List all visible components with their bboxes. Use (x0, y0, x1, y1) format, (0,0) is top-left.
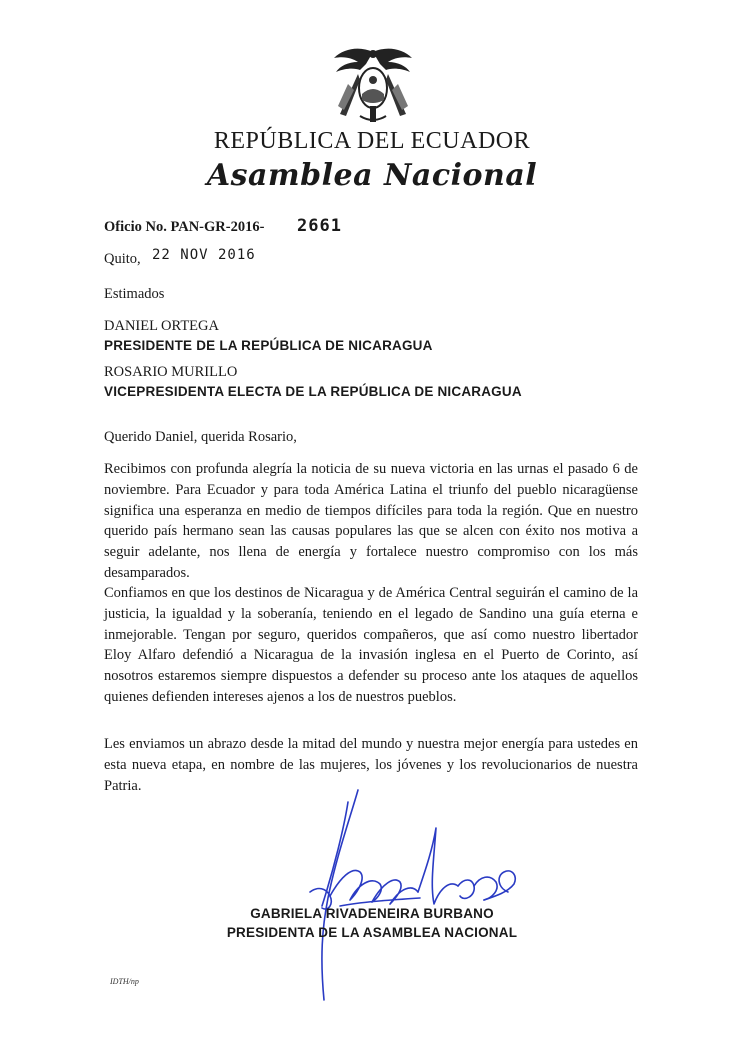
city-label: Quito, (104, 251, 141, 267)
institution-heading: Asamblea Nacional (206, 158, 538, 193)
recipient-name-2: ROSARIO MURILLO (104, 364, 238, 380)
signatory-title: PRESIDENTA DE LA ASAMBLEA NACIONAL (226, 925, 518, 940)
country-heading: REPÚBLICA DEL ECUADOR (213, 128, 531, 154)
oficio-number: 2661 (297, 216, 342, 236)
date-stamp: 22 NOV 2016 (152, 247, 256, 263)
recipient-title-2: VICEPRESIDENTA ELECTA DE LA REPÚBLICA DE NICARAGUA (104, 384, 522, 399)
body-paragraph-1: Recibimos con profunda alegría la noticia de su nueva victoria en las urnas el pasado 6 de noviembre. Para Ecuador y para toda América Latina el triunfo del pueblo nicaragüense significa una esperanza en medio de tiempos difíciles para toda la región. Que en nuestro querido país hermano sean las causas populares las que se alcen con éxito nos motiva a seguir adelante, nos llena de energía y fortalece nuestro compromiso con los más desamparados. (104, 461, 638, 581)
handwritten-signature (300, 788, 520, 1003)
recipient-name-1: DANIEL ORTEGA (104, 318, 219, 334)
greeting: Estimados (104, 286, 165, 302)
body-paragraph-2: Confiamos en que los destinos de Nicaragua y de América Central seguirán el camino de la justicia, la igualdad y la soberanía, teniendo en el legado de Sandino una guía eterna e inmejorable. Tengan por seguro, queridos compañeros, que así como nuestro libertador Eloy Alfaro defendió a Nicaragua de la invasión inglesa en el Puerto de Corinto, así nosotros estaremos siempre dispuestos a defender su proceso ante los ataques de aquellos quienes defienden intereses ajenos a los de nuestros pueblos. (104, 585, 638, 705)
salutation: Querido Daniel, querida Rosario, (104, 429, 297, 445)
oficio-label: Oficio No. PAN-GR-2016- (104, 219, 265, 235)
coat-of-arms-icon (330, 44, 416, 126)
recipient-title-1: PRESIDENTE DE LA REPÚBLICA DE NICARAGUA (104, 338, 433, 353)
typist-initials: IDTH/np (110, 977, 139, 986)
body-paragraph-3: Les enviamos un abrazo desde la mitad del mundo y nuestra mejor energía para ustedes en esta nueva etapa, en nombre de las mujeres, los jóvenes y los revolucionarios de nuestra Patria. (104, 736, 638, 794)
signatory-name: GABRIELA RIVADENEIRA BURBANO (250, 906, 494, 921)
